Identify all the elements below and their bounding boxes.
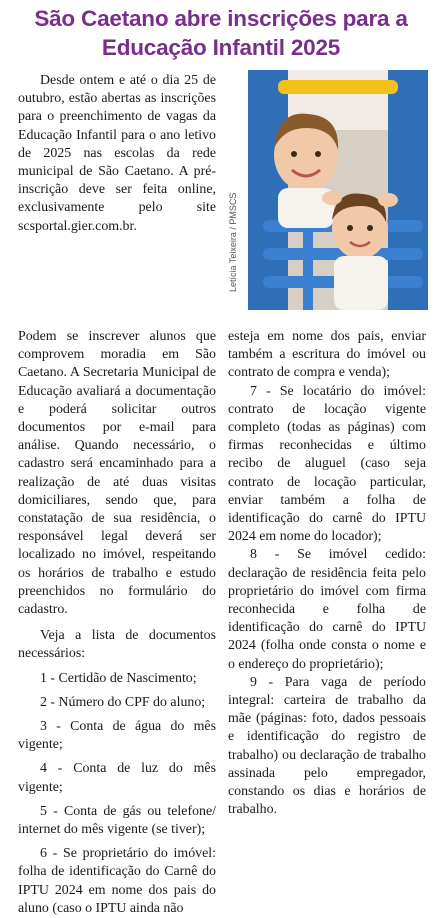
paragraph: Podem se inscrever alunos que comprovem moradia em São Caetano. A Secretaria Municipal de Educação avaliará a documentação e poderá solicitar outros documentos por e-mail para análise. Quando necessário, o cadastro será encaminhado para a realização de até duas visitas domiciliares, sendo que, para constatação de sua residência, o responsável legal deverá ser localizado no imóvel, respeitando os horários de trabalho e estudo preenchidos no formulário do cadastro. <box>18 329 216 618</box>
article-column-left <box>18 328 216 918</box>
headline: São Caetano abre inscrições para a Educação Infantil 2025 <box>34 6 408 60</box>
list-item: 5 - Conta de gás ou telefone/ internet do mês vigente (se tiver); <box>18 803 216 838</box>
paragraph: esteja em nome dos pais, enviar também a escritura do imóvel ou contrato de compra e venda); <box>228 329 426 381</box>
list-item: 9 - Para vaga de período integral: carteira de trabalho da mãe (páginas: foto, dados pessoais e identificação do registro de trabalho) ou declaração de trabalho assinada pelo empregador, constando os dias e horários de trabalho. <box>228 674 426 818</box>
children-photo <box>248 70 428 310</box>
list-item: 4 - Conta de luz do mês vigente; <box>18 761 216 795</box>
article-column-right <box>228 328 426 819</box>
photo-credit: Letícia Teixeira / PMSCS <box>228 192 238 292</box>
list-item: 7 - Se locatário do imóvel: contrato de locação vigente completo (todas as páginas) com firmas reconhecidas e último recibo de aluguel (caso seja contrato de locação particular, enviar também a folha de identificação do carnê do IPTU 2024 em nome do locador); <box>228 383 426 545</box>
photo-illustration <box>248 70 428 310</box>
list-item: 2 - Número do CPF do aluno; <box>40 694 206 710</box>
list-item: 3 - Conta de água do mês vigente; <box>18 719 216 753</box>
list-item: 1 - Certidão de Nascimento; <box>40 670 197 686</box>
list-item: 8 - Se imóvel cedido: declaração de residência feita pelo proprietário do imóvel com firma reconhecida e folha de identificação do carnê do IPTU 2024 (folha onde consta o nome e o endereço do proprietário); <box>228 547 426 672</box>
list-item: 6 - Se proprietário do imóvel: folha de identificação do Carnê do IPTU 2024 em nome dos pais do aluno (caso o IPTU ainda não <box>18 846 216 916</box>
intro-paragraph: Desde ontem e até o dia 25 de outubro, estão abertas as inscrições para o preenchimento de vagas da Educação Infantil para o ano letivo de 2025 nas escolas da rede municipal de São Caetano. A pré-inscrição deve ser feita online, exclusivamente pelo site scsportal.gier.com.br. <box>18 73 216 234</box>
paragraph: Veja a lista de documentos necessários: <box>18 628 216 662</box>
article-intro <box>18 72 216 236</box>
